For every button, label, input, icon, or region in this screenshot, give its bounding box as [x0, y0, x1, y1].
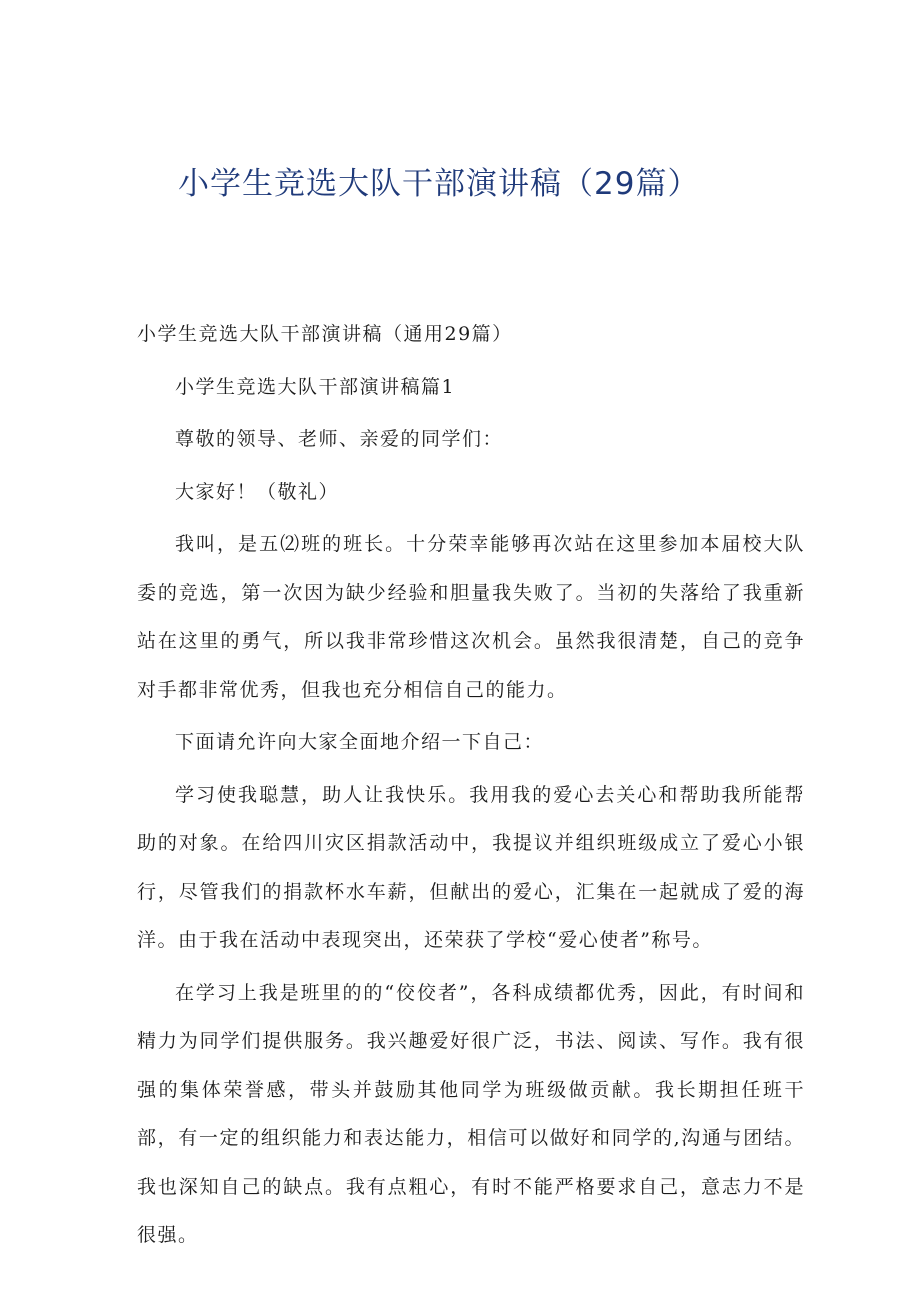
- paragraph-study-and-abilities: 在学习上我是班里的的“佼佼者”，各科成绩都优秀，因此，有时间和精力为同学们提供服务。我兴趣爱好很广泛，书法、阅读、写作。我有很强的集体荣誉感，带头并鼓励其他同学为班级做贡献。我长期担任班干部，有一定的组织能力和表达能力，相信可以做好和同学的,沟通与团结。我也深知自己的缺点。我有点粗心，有时不能严格要求自己，意志力不是很强。: [137, 981, 805, 1246]
- paragraph-section-heading: 小学生竞选大队干部演讲稿篇1: [175, 375, 456, 398]
- paragraph-transition: 下面请允许向大家全面地介绍一下自己：: [175, 731, 545, 753]
- paragraph-salutation: 尊敬的领导、老师、亲爱的同学们：: [175, 428, 504, 450]
- document-body: [137, 310, 805, 1264]
- paragraph-greeting: 大家好！（敬礼）: [175, 480, 340, 503]
- paragraph-introduction: 我叫，是五⑵班的班长。十分荣幸能够再次站在这里参加本届校大队委的竞选，第一次因为缺少经验和胆量我失败了。当初的失落给了我重新站在这里的勇气，所以我非常珍惜这次机会。虽然我很清楚，自己的竞争对手都非常优秀，但我也充分相信自己的能力。: [137, 533, 805, 701]
- paragraph-helping-others: 学习使我聪慧，助人让我快乐。我用我的爱心去关心和帮助我所能帮助的对象。在给四川灾区捐款活动中，我提议并组织班级成立了爱心小银行，尽管我们的捐款杯水车薪，但献出的爱心，汇集在一起就成了爱的海洋。由于我在活动中表现突出，还荣获了学校“爱心使者”称号。: [137, 783, 805, 951]
- paragraph-subtitle: 小学生竞选大队干部演讲稿（通用29篇）: [137, 323, 513, 345]
- document-title: 小学生竞选大队干部演讲稿（29篇）: [178, 166, 700, 202]
